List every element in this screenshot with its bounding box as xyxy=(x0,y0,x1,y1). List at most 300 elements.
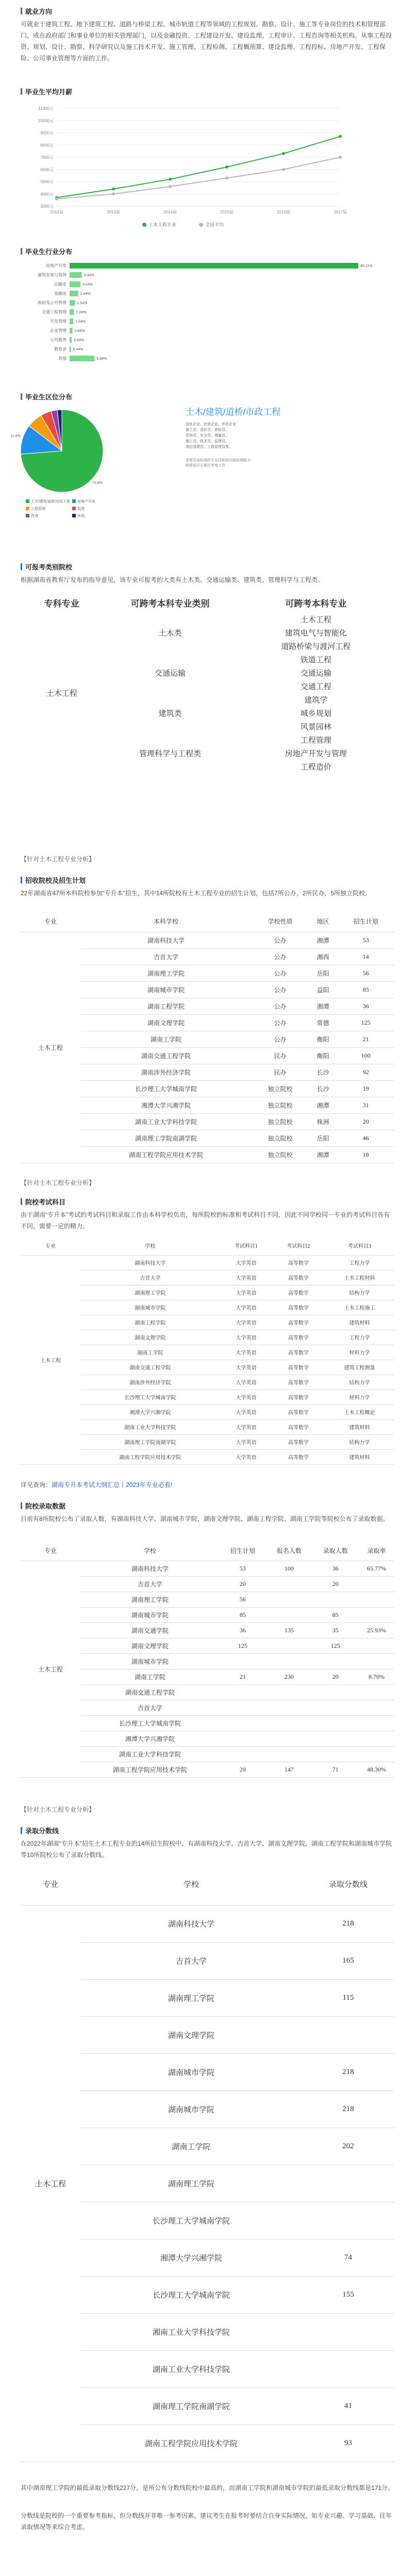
table-cell: 大学英语 xyxy=(220,1390,273,1404)
region-legend-swatch xyxy=(72,499,76,503)
table-cell: 湖南工程学院应用技术学院 xyxy=(80,1146,252,1163)
table-cell: 125 xyxy=(220,1638,266,1653)
table-cell: 41 xyxy=(302,2387,394,2424)
table-cell: 湖南城市学院 xyxy=(80,2090,302,2128)
table-header-cell: 地区 xyxy=(309,911,337,932)
salary-ytick-label: 5000元 xyxy=(40,179,54,185)
table-cell: 湖南文理学院 xyxy=(80,1330,220,1345)
table-cell: 湖南文理学院 xyxy=(80,1638,220,1653)
table-cell xyxy=(359,1731,394,1746)
table-cell: 长沙理工大学城南学院 xyxy=(80,1390,220,1404)
table-cell: 35 xyxy=(312,1622,359,1638)
region-pie-chart xyxy=(10,405,394,554)
table-cell xyxy=(359,1653,394,1669)
region-legend-label: 其他 xyxy=(77,514,85,518)
table-cell: 大学英语 xyxy=(220,1360,273,1375)
region-highlight-line: 国有企业、民营企业、外资企业 xyxy=(186,423,236,426)
table-header-cell: 可跨考本科专业 xyxy=(285,598,347,609)
table-header-cell: 考试科目1 xyxy=(220,1236,273,1255)
industry-value-label: 2.44% xyxy=(80,292,91,296)
table-cell: 100 xyxy=(337,1047,394,1064)
table-header-row xyxy=(21,1864,394,1905)
table-cell: 高等数学 xyxy=(272,1390,325,1404)
table-cell: 建筑电气与智能化 xyxy=(285,629,347,638)
table-cell: 湖南文理学院 xyxy=(80,1014,252,1031)
table-category-cell: 土木类 xyxy=(158,629,182,638)
table-cell: 公办 xyxy=(252,998,309,1014)
table-cell: 147 xyxy=(266,1762,312,1777)
salary-xtick-label: 2014届 xyxy=(163,210,177,214)
table-cell xyxy=(266,1700,312,1715)
title-bar-decoration xyxy=(21,393,22,400)
table-cell: 土木工程概论 xyxy=(325,1404,394,1419)
table-header-cell: 报名人数 xyxy=(266,1541,312,1561)
table-cell: 湖南交通工程学院 xyxy=(80,1684,220,1700)
region-highlight-line: 施工员、造价员、质检员、 xyxy=(186,428,229,432)
admit-text: 目前有8所院校公布了录取人数，有湖南科技大学、湖南城市学院、湖南文理学院、湖南工程学院、湖南工学院等院校公布了录取数据。 xyxy=(21,1515,389,1523)
table-cell: 结构力学 xyxy=(325,1434,394,1449)
table-cell xyxy=(220,1715,266,1731)
region-highlight-small: 能够适应长期在外地工作 xyxy=(186,464,225,467)
table-cell: 湖南工学院 xyxy=(80,1669,220,1684)
table-cell: 交通工程 xyxy=(300,682,331,691)
table-cell: 202 xyxy=(302,2128,394,2165)
table-cell: 56 xyxy=(337,965,394,981)
table-cell: 湖南理工学院 xyxy=(80,1592,220,1607)
region-legend-swatch xyxy=(26,507,29,510)
salary-series-line xyxy=(57,137,340,198)
industry-bar xyxy=(70,337,72,343)
table-cell: 湖南工程学院应用技术学院 xyxy=(80,1762,220,1777)
table-cell xyxy=(359,1746,394,1762)
table-cell: 大学英语 xyxy=(220,1315,273,1330)
table-header-cell: 学校 xyxy=(80,1236,220,1255)
salary-xtick-label: 2012届 xyxy=(50,210,63,214)
industry-category-label: 交通工程管理 xyxy=(42,310,67,314)
table-row xyxy=(21,612,394,626)
salary-data-point xyxy=(169,185,172,188)
table-cell xyxy=(302,2165,394,2202)
table-header-cell: 可跨考本科专业类别 xyxy=(130,598,210,609)
table-row xyxy=(21,932,394,948)
region-legend-swatch xyxy=(72,514,76,517)
table-cell: 建筑工程测量 xyxy=(325,1360,394,1375)
table-cell: 湖南工业大学科技学院 xyxy=(80,1746,220,1762)
table-header-cell: 学校 xyxy=(80,1541,220,1561)
table-cell: 高等数学 xyxy=(272,1315,325,1330)
table-cell: 湖南工程学院应用技术学院 xyxy=(80,2424,302,2462)
table-cell: 独立院校 xyxy=(252,1113,309,1130)
exam-title xyxy=(21,562,72,572)
table-cell: 公办 xyxy=(252,981,309,998)
table-cell: 吉首大学 xyxy=(80,1576,220,1592)
table-cell xyxy=(359,1715,394,1731)
subjects-title xyxy=(21,1197,65,1207)
table-cell: 36 xyxy=(312,1561,359,1576)
subjects-text: 由于湖南“专升本”考试的考试科目和录取工作由本科学校负责，每所院校的标准和考试科目不同，因此不同学校同一专业的考试科目各有不同，需要一定的精力。 xyxy=(21,1211,390,1230)
title-bar-decoration xyxy=(21,1827,22,1834)
industry-value-label: 3.04% xyxy=(82,283,93,287)
table-cell: 高等数学 xyxy=(272,1300,325,1315)
table-cell: 吉首大学 xyxy=(80,1270,220,1285)
industry-category-label: 其他 xyxy=(58,356,67,361)
table-cell: 湖南理工学院 xyxy=(80,965,252,981)
industry-category-label: 公共服务 xyxy=(50,338,67,342)
salary-xtick-label: 2016届 xyxy=(277,210,290,214)
table-cell: 高等数学 xyxy=(272,1270,325,1285)
table-cell xyxy=(266,1731,312,1746)
industry-bar xyxy=(70,272,82,278)
detail-prefix: 详见查询： xyxy=(21,1481,52,1488)
table-cell: 125 xyxy=(337,1014,394,1031)
table-cell xyxy=(312,1746,359,1762)
table-cell: 湖南工业大学科技学院 xyxy=(80,1113,252,1130)
table-cell: 湘潭 xyxy=(309,998,337,1014)
table-cell: 独立院校 xyxy=(252,1130,309,1146)
table-cell: 湖南涉外经济学院 xyxy=(80,1064,252,1080)
table-cell: 湖南城市学院 xyxy=(80,2053,302,2090)
table-cell: 大学英语 xyxy=(220,1375,273,1390)
table-category-cell: 管理科学与工程类 xyxy=(139,749,201,758)
region-highlight-line: 资料员、安全员、测量员、 xyxy=(186,434,229,438)
direction-title xyxy=(21,6,52,16)
analysis-heading-3: 【针对土木工程专业分析】 xyxy=(21,1806,95,1813)
region-title xyxy=(21,392,72,402)
table-major-cell: 土木工程 xyxy=(21,1255,80,1464)
table-cell: 湖南科技大学 xyxy=(80,1561,220,1576)
industry-value-label: 1.24% xyxy=(76,311,87,314)
table-cell xyxy=(220,1700,266,1715)
table-cell: 湖南涉外经济学院 xyxy=(80,1375,220,1390)
table-cell: 衡阳 xyxy=(309,1031,337,1047)
table-cell xyxy=(312,1684,359,1700)
table-header-row xyxy=(21,593,394,612)
table-cell: 湖南交通工程学院 xyxy=(80,1360,220,1375)
industry-title xyxy=(21,246,72,256)
industry-value-label: 1.04% xyxy=(75,320,86,324)
table-cell xyxy=(266,1607,312,1622)
industry-bar xyxy=(70,300,75,306)
table-category-cell: 建筑类 xyxy=(158,709,182,718)
table-cell: 大学英语 xyxy=(220,1255,273,1270)
industry-value-label: 0.44% xyxy=(73,348,84,352)
table-cell xyxy=(312,1731,359,1746)
table-cell: 53 xyxy=(337,932,394,948)
table-cell: 20 xyxy=(312,1576,359,1592)
table-cell: 115 xyxy=(302,1979,394,2016)
salary-data-point xyxy=(225,165,228,169)
salary-data-point xyxy=(282,152,285,155)
table-cell: 高等数学 xyxy=(272,1330,325,1345)
region-slice-label: 11.6% xyxy=(10,434,21,439)
table-cell: 常德 xyxy=(309,1014,337,1031)
table-cell: 31 xyxy=(337,1097,394,1113)
table-cell: 湖南工学院 xyxy=(80,1031,252,1047)
table-cell: 湖南工程学院应用技术学院 xyxy=(80,1449,220,1464)
direction-title-text: 就业方向 xyxy=(25,8,53,15)
table-cell: 大学英语 xyxy=(220,1330,273,1345)
industry-category-label: 运输业 xyxy=(54,282,67,287)
table-cell: 湖南工学院 xyxy=(80,1345,220,1360)
table-cell: 湖南工学院 xyxy=(80,2128,302,2165)
salary-legend-label: 土木工程专业 xyxy=(148,222,177,227)
salary-data-point xyxy=(55,197,58,200)
table-cell: 岳阳 xyxy=(309,1130,337,1146)
table-cell xyxy=(220,1731,266,1746)
table-cell xyxy=(359,1684,394,1700)
table-cell: 218 xyxy=(302,2090,394,2128)
table-cell: 20 xyxy=(220,1576,266,1592)
table-cell: 土木工程施工 xyxy=(325,1300,394,1315)
table-header-cell: 专业 xyxy=(21,911,80,932)
table-cell xyxy=(359,1638,394,1653)
table-header-cell: 考试科目3 xyxy=(325,1236,394,1255)
table-cell: 155 xyxy=(302,2276,394,2313)
plan-title xyxy=(21,875,86,885)
table-cell: 长沙理工大学城南学院 xyxy=(80,2202,302,2239)
table-cell: 材料力学 xyxy=(325,1345,394,1360)
salary-xtick-label: 2015届 xyxy=(220,210,234,214)
table-cell xyxy=(359,1592,394,1607)
table-cell: 湘潭大学兴湘学院 xyxy=(80,1404,220,1419)
syllabus-link[interactable]: 湖南专升本考试大纲汇总丨2023年专业必看! xyxy=(52,1481,173,1488)
industry-bar xyxy=(70,309,74,315)
industry-value-label: 0.84% xyxy=(74,329,85,333)
table-cell: 湖南科技大学 xyxy=(80,932,252,948)
table-cell: 湖南城市学院 xyxy=(80,1300,220,1315)
title-bar-decoration xyxy=(21,88,22,95)
score-text: 在2022年湖南“专升本”招生土木工程专业的14所招生院校中，有湖南科技大学、吉首大学、湖南文理学院、湖南工程学院和湖南城市学院等10所院校公布了录取分数线。 xyxy=(21,1840,392,1859)
table-cell: 230 xyxy=(266,1669,312,1684)
salary-xtick-label: 2013届 xyxy=(107,210,120,214)
table-cell: 湖南工程学院 xyxy=(80,998,252,1014)
table-header-cell: 本科学校 xyxy=(80,911,252,932)
table-cell xyxy=(302,2016,394,2053)
title-bar-decoration xyxy=(21,563,22,570)
table-cell: 湖南理工学院 xyxy=(80,1979,302,2016)
table-cell: 85 xyxy=(337,981,394,998)
table-cell: 135 xyxy=(266,1622,312,1638)
salary-series-line xyxy=(57,157,340,199)
table-cell xyxy=(302,2313,394,2350)
table-cell: 湘潭大学兴湘学院 xyxy=(80,1097,252,1113)
table-cell: 衡阳 xyxy=(309,1047,337,1064)
title-bar-decoration xyxy=(21,877,22,883)
table-cell: 湖南科技大学 xyxy=(80,1255,220,1270)
table-cell: 大学英语 xyxy=(220,1449,273,1464)
table-cell xyxy=(266,1576,312,1592)
table-cell: 100 xyxy=(266,1561,312,1576)
table-cell: 高等数学 xyxy=(272,1404,325,1419)
table-cell: 吉首大学 xyxy=(80,1942,302,1979)
table-cell: 房地产开发与管理 xyxy=(285,749,347,758)
table-cell: 高等数学 xyxy=(272,1285,325,1300)
industry-category-label: 政府及公共管理 xyxy=(38,300,67,305)
salary-ytick-label: 6000元 xyxy=(40,167,54,172)
industry-value-label: 80.11% xyxy=(360,264,373,268)
title-bar-decoration xyxy=(21,1198,22,1205)
table-cell: 74 xyxy=(302,2239,394,2276)
table-cell: 城乡规划 xyxy=(300,709,331,718)
region-legend-label: 土木/建筑/道桥/市政工程 xyxy=(31,500,70,504)
detail-link-line xyxy=(21,1479,394,1491)
score-title xyxy=(21,1826,59,1835)
industry-category-label: 金融业 xyxy=(54,291,67,296)
title-bar-decoration xyxy=(21,248,22,255)
salary-ytick-label: 7000元 xyxy=(40,155,54,160)
table-cell: 湘潭大学兴湘学院 xyxy=(80,2239,302,2276)
table-cell: 大学英语 xyxy=(220,1300,273,1315)
table-cell xyxy=(312,1715,359,1731)
table-cell: 218 xyxy=(302,2053,394,2090)
industry-value-label: 6.94% xyxy=(96,357,107,361)
table-cell xyxy=(302,2202,394,2239)
region-legend-label: 监理 xyxy=(77,507,85,511)
analysis-heading-1: 【针对土木工程专业分析】 xyxy=(21,856,95,863)
table-header-cell: 专业 xyxy=(21,1236,80,1255)
exam-category-table xyxy=(21,593,394,773)
salary-ytick-label: 11000元 xyxy=(38,106,54,111)
table-cell: 湖南交通学院 xyxy=(80,1622,220,1638)
industry-bar xyxy=(70,281,80,287)
salary-data-point xyxy=(112,192,115,195)
admit-title xyxy=(21,1501,65,1511)
table-header-cell: 专科专业 xyxy=(44,598,79,609)
table-cell: 125 xyxy=(312,1638,359,1653)
table-cell: 长沙理工大学城南学院 xyxy=(80,2276,302,2313)
table-cell: 湖南工业大学科技学院 xyxy=(80,1419,220,1434)
table-cell: 湖南理工学院南湖学院 xyxy=(80,1130,252,1146)
industry-category-label: 开发管理 xyxy=(50,319,67,324)
salary-ytick-label: 3000元 xyxy=(40,204,54,209)
table-cell: 公办 xyxy=(252,948,309,965)
salary-title xyxy=(21,87,72,96)
table-cell: 85 xyxy=(220,1607,266,1622)
table-header-cell: 招生计划 xyxy=(337,911,394,932)
industry-value-label: 0.64% xyxy=(74,339,85,342)
table-cell xyxy=(220,1684,266,1700)
table-cell: 大学英语 xyxy=(220,1404,273,1419)
table-cell: 湖南工业大学科技学院 xyxy=(80,2350,302,2387)
table-cell: 建筑学 xyxy=(304,696,328,705)
table-cell xyxy=(312,1700,359,1715)
salary-legend-marker xyxy=(142,223,146,227)
table-cell: 岳阳 xyxy=(309,965,337,981)
table-cell: 85 xyxy=(312,1607,359,1622)
plan-title-text: 招收院校及招生计划 xyxy=(25,877,86,884)
table-cell: 大学英语 xyxy=(220,1434,273,1449)
table-cell: 建筑材料 xyxy=(325,1419,394,1434)
enrollment-plan-table xyxy=(21,911,394,1163)
table-cell: 长沙理工大学城南学院 xyxy=(80,1715,220,1731)
admission-data-table xyxy=(21,1541,394,1778)
table-cell: 93 xyxy=(302,2424,394,2462)
direction-text: 可就业于建筑工程、地下建筑工程、道路与桥梁工程、城市轨道工程等领域的工程规划、勘察、设计、施工等专业岗位的技术和管理部门，或在政府部门和事业单位的相关管理部门，以及金融投资、工程建设开发、建设监理、工程审计、工程咨询等相关机构。从事工程投资、规划、设计、勘察、科学研究以及施工技术开发、施工管理、工程检测、工程概预算、建设监理、工程投标、房地产开发、工程保险、公司事业管理等方面的工作。 xyxy=(21,21,392,62)
region-highlight-line: 项目管理员、工程管理员等。 xyxy=(186,445,233,449)
table-major-cell: 土木工程 xyxy=(21,1561,80,1777)
table-header-row xyxy=(21,911,394,932)
table-cell: 湘潭大学兴湘学院 xyxy=(80,1731,220,1746)
salary-data-point xyxy=(225,176,228,179)
table-cell: 湘西 xyxy=(309,948,337,965)
table-cell: 公办 xyxy=(252,932,309,948)
exam-title-text: 可报考类别院校 xyxy=(25,563,73,571)
industry-bar xyxy=(70,356,94,361)
table-cell: 工程力学 xyxy=(325,1255,394,1270)
table-cell xyxy=(312,1592,359,1607)
industry-category-label: 建筑安装与装饰 xyxy=(38,273,67,277)
salary-data-point xyxy=(339,135,342,138)
region-slice-label: 73.8% xyxy=(92,481,103,485)
table-cell: 湖南理工学院南湖学院 xyxy=(80,2387,302,2424)
table-cell: 交通运输 xyxy=(300,669,331,678)
table-cell: 71 xyxy=(312,1762,359,1777)
table-cell: 高等数学 xyxy=(272,1375,325,1390)
table-cell: 结构力学 xyxy=(325,1375,394,1390)
table-header-cell: 招生计划 xyxy=(220,1541,266,1561)
table-cell: 风景园林 xyxy=(300,723,331,731)
title-bar-decoration xyxy=(21,1502,22,1509)
table-cell xyxy=(266,1653,312,1669)
table-cell: 56 xyxy=(220,1592,266,1607)
table-cell: 48.30% xyxy=(359,1762,394,1777)
table-cell: 高等数学 xyxy=(272,1419,325,1434)
table-cell: 36 xyxy=(220,1622,266,1638)
table-cell: 湖南交通工程学院 xyxy=(80,1047,252,1064)
table-cell xyxy=(266,1715,312,1731)
exam-subjects-table xyxy=(21,1236,394,1465)
table-cell: 湖南理工学院 xyxy=(80,2165,302,2202)
salary-ytick-label: 4000元 xyxy=(40,192,54,197)
table-cell: 益阳 xyxy=(309,981,337,998)
table-cell: 14 xyxy=(337,948,394,965)
table-header-cell: 学校性质 xyxy=(252,911,309,932)
table-cell xyxy=(220,1653,266,1669)
table-header-cell: 录取分数线 xyxy=(302,1864,394,1905)
salary-xtick-label: 2017届 xyxy=(334,210,347,214)
table-cell: 湘潭 xyxy=(309,1097,337,1113)
table-row xyxy=(21,1255,394,1270)
region-highlight-small: 需要具备较强的专业技能和沟通协调能力 xyxy=(186,459,251,462)
industry-title-text: 毕业生行业分布 xyxy=(25,248,73,256)
salary-data-point xyxy=(112,188,115,191)
final-text-1: 其中湖南理工学院的最低录取分数线227分，是所公布分数线院校中最高的，而湖南工学院和湖南城市学院的最低录取分数线都是171分。 xyxy=(21,2484,394,2491)
table-cell: 吉首大学 xyxy=(80,1700,220,1715)
score-line-table xyxy=(21,1864,394,2462)
table-cell: 材料力学 xyxy=(325,1390,394,1404)
table-cell xyxy=(220,1746,266,1762)
table-cell: 53 xyxy=(220,1561,266,1576)
table-header-cell: 录取率 xyxy=(359,1541,394,1561)
table-cell: 92 xyxy=(337,1064,394,1080)
salary-data-point xyxy=(282,168,285,171)
industry-value-label: 3.44% xyxy=(84,274,94,277)
region-legend-swatch xyxy=(26,499,29,503)
table-cell: 株洲 xyxy=(309,1113,337,1130)
table-cell: 铁道工程 xyxy=(300,656,331,664)
table-cell: 20 xyxy=(220,1762,266,1777)
title-bar-decoration xyxy=(21,8,22,14)
table-cell: 民办 xyxy=(252,1064,309,1080)
table-cell: 长沙 xyxy=(309,1064,337,1080)
industry-bar xyxy=(70,291,78,296)
table-cell xyxy=(266,1638,312,1653)
table-cell: 湘南工业大学科技学院 xyxy=(80,2313,302,2350)
table-cell: 20 xyxy=(337,1113,394,1130)
region-legend-label: 咨询 xyxy=(31,514,38,518)
table-header-cell: 专业 xyxy=(21,1541,80,1561)
table-header-row xyxy=(21,1541,394,1561)
